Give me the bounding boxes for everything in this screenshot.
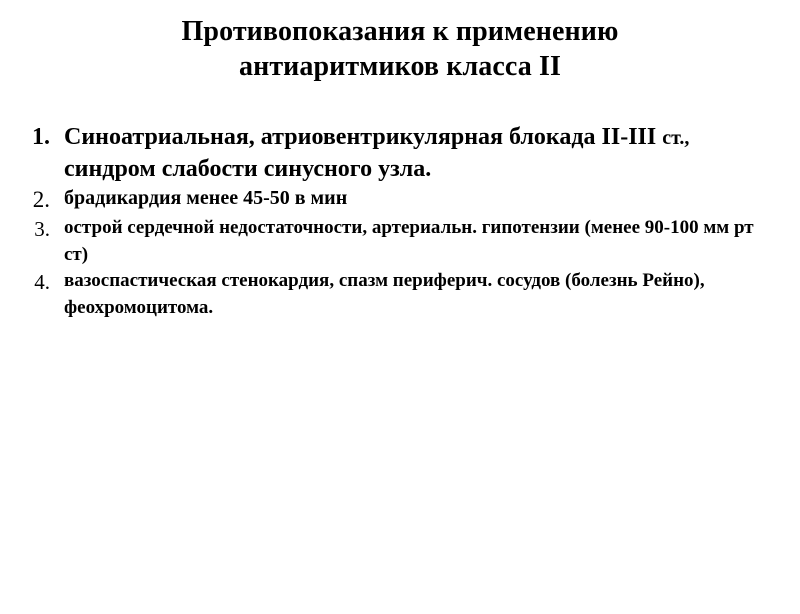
list-item [10,268,780,321]
list-item [10,185,780,215]
list-item-text: острой сердечной недостаточности, артериальн. гипотензии (менее 90-100 мм рт ст) [64,217,754,265]
list-item-text: вазоспастическая стенокардия, спазм периферич. сосудов (болезнь Рейно), феохромоцитома. [64,270,705,319]
page-title [60,14,740,84]
list-item-text-small: ст., [662,127,690,149]
page-title-line-1: Противопоказания к применению [181,16,619,47]
list-item-text-tail: синдром слабости синусного узла. [64,155,432,182]
list-item-marker: 4. [34,270,50,295]
list-item-marker: 2. [32,187,50,213]
list-item [10,122,780,185]
slide [0,14,800,614]
list-item-marker: 1. [32,124,50,150]
list-item-text [60,122,780,185]
list-item-text: брадикардия менее 45-50 в мин [64,187,348,210]
list-item [10,215,780,268]
list-item-marker: 3. [34,217,50,242]
contraindications-list [10,122,780,322]
page-title-line-2: антиаритмиков класса II [238,51,561,82]
list-item-text-main: Синоатриальная, атриовентрикулярная блокада II-III [64,124,663,150]
